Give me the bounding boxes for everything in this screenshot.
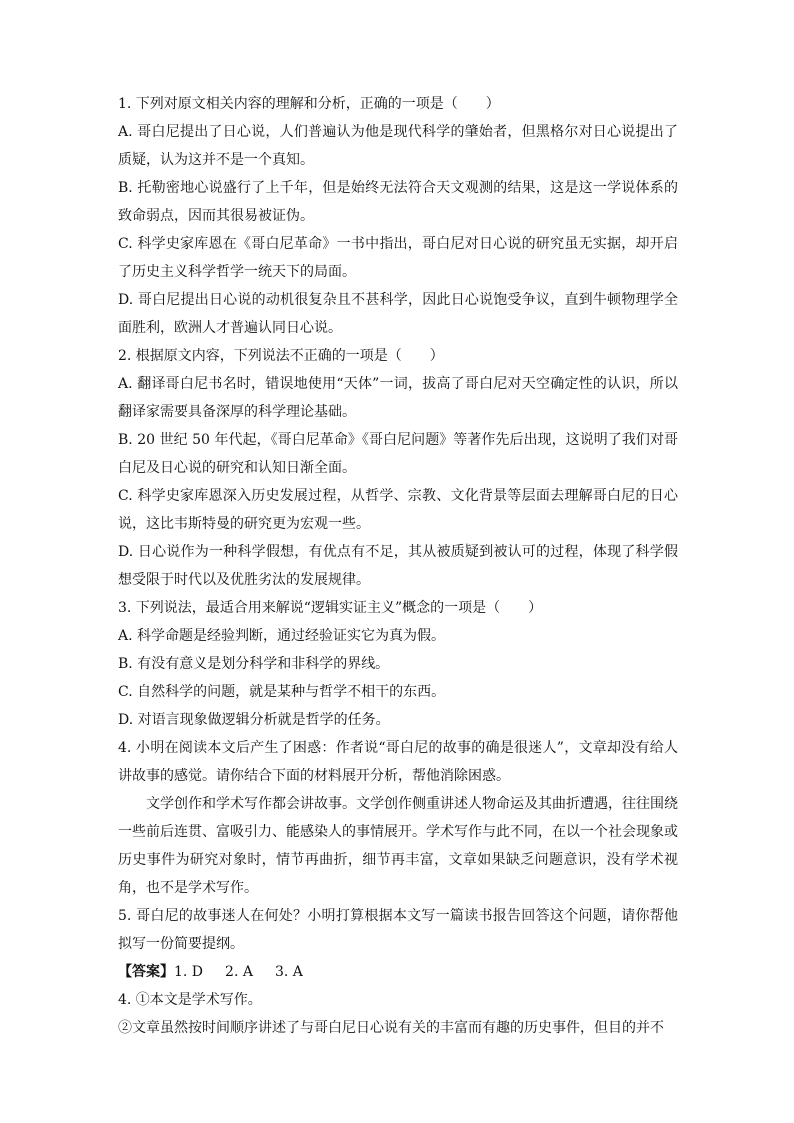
option-a: A. 翻译哥白尼书名时，错误地使用“天体”一词，拔高了哥白尼对天空确定性的认识，所以翻译家需要具备深厚的科学理论基础。	[118, 376, 678, 420]
question-4	[118, 734, 678, 902]
option-b: B. 20 世纪 50 年代起，《哥白尼革命》《哥白尼问题》等著作先后出现，这说明了我们对哥白尼及日心说的研究和认知日渐全面。	[118, 432, 678, 476]
option-d: D. 哥白尼提出日心说的动机很复杂且不甚科学，因此日心说饱受争议，直到牛顿物理学全面胜利，欧洲人才普遍认同日心说。	[118, 292, 678, 336]
question-3	[118, 594, 678, 734]
question-5	[118, 902, 678, 958]
option-c: C. 自然科学的问题，就是某种与哲学不相干的东西。	[118, 684, 446, 700]
question-stem: 2. 根据原文内容，下列说法不正确的一项是（ ）	[118, 348, 444, 364]
answer-item: 2. A	[225, 964, 253, 980]
answer-item: 1. D	[174, 964, 204, 980]
answer-line	[118, 958, 678, 986]
option-c: C. 科学史家库恩深入历史发展过程，从哲学、宗教、文化背景等层面去理解哥白尼的日心说，这比韦斯特曼的研究更为宏观一些。	[118, 488, 678, 532]
option-b: B. 有没有意义是划分科学和非科学的界线。	[118, 656, 390, 672]
question-1	[118, 90, 678, 342]
answer-label: 【答案】	[118, 964, 174, 980]
question-stem: 4. 小明在阅读本文后产生了困惑：作者说“哥白尼的故事的确是很迷人”，文章却没有给人讲故事的感觉。请你结合下面的材料展开分析，帮他消除困惑。	[118, 740, 678, 784]
question-stem: 3. 下列说法，最适合用来解说“逻辑实证主义”概念的一项是（ ）	[118, 600, 543, 616]
answer-item: 3. A	[274, 964, 303, 980]
reading-material: 文学创作和学术写作都会讲故事。文学创作侧重讲述人物命运及其曲折遭遇，往往围绕一些前后连贯、富吸引力、能感染人的事情展开。学术写作与此不同，在以一个社会现象或历史事件为研究对象时，情节再曲折，细节再丰富，文章如果缺乏问题意识，没有学术视角，也不是学术写作。	[118, 796, 678, 896]
question-2	[118, 342, 678, 594]
option-a: A. 哥白尼提出了日心说，人们普遍认为他是现代科学的肇始者，但黑格尔对日心说提出了质疑，认为这并不是一个真知。	[118, 124, 678, 168]
question-stem: 5. 哥白尼的故事迷人在何处？小明打算根据本文写一篇读书报告回答这个问题，请你帮他拟写一份简要提纲。	[118, 908, 678, 952]
document-page	[118, 90, 678, 1042]
answer-explanation-line: ②文章虽然按时间顺序讲述了与哥白尼日心说有关的丰富而有趣的历史事件，但目的并不	[118, 1020, 664, 1036]
option-c: C. 科学史家库恩在《哥白尼革命》一书中指出，哥白尼对日心说的研究虽无实据，却开启了历史主义科学哲学一统天下的局面。	[118, 236, 678, 280]
option-a: A. 科学命题是经验判断，通过经验证实它为真为假。	[118, 628, 446, 644]
answer-section	[118, 958, 678, 1042]
option-b: B. 托勒密地心说盛行了上千年，但是始终无法符合天文观测的结果，这是这一学说体系的致命弱点，因而其很易被证伪。	[118, 180, 678, 224]
option-d: D. 日心说作为一种科学假想，有优点有不足，其从被质疑到被认可的过程，体现了科学假想受限于时代以及优胜劣汰的发展规律。	[118, 544, 678, 588]
answer-explanation-line: 4. ①本文是学术写作。	[118, 992, 262, 1008]
option-d: D. 对语言现象做逻辑分析就是哲学的任务。	[118, 712, 390, 728]
question-stem: 1. 下列对原文相关内容的理解和分析，正确的一项是（ ）	[118, 96, 500, 112]
